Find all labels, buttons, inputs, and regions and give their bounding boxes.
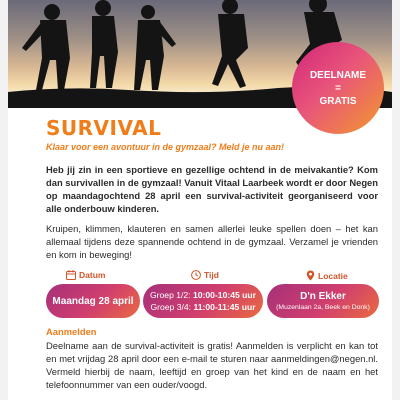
location-address: (Muzenlaan 2a, Beek en Donk) <box>276 303 370 311</box>
location-heading <box>306 270 348 281</box>
registration-heading: Aanmelden <box>46 326 97 337</box>
map-pin-icon <box>306 270 315 281</box>
free-participation-badge <box>292 42 384 134</box>
time-row-group: Groep 3/4: <box>150 302 194 312</box>
badge-line-2: = <box>335 82 341 94</box>
time-row-time: 10:00-10:45 uur <box>192 290 257 300</box>
time-label: Tijd <box>204 270 219 280</box>
date-value: Maandag 28 april <box>52 295 134 307</box>
date-pill <box>46 284 140 318</box>
date-heading <box>66 270 105 280</box>
location-pill <box>267 284 379 318</box>
clock-icon <box>191 270 201 280</box>
body-paragraph: Kruipen, klimmen, klauteren en samen allerlei leuke spellen doen – het kan allemaal tijdens deze spannende ochtend in de gymzaal. Verzamel je vrienden en kom in beweging! <box>46 223 378 260</box>
time-row-group: Groep 1/2: <box>149 290 193 300</box>
time-row-group-1-2 <box>150 289 256 301</box>
location-label: Locatie <box>318 270 348 281</box>
time-heading <box>191 270 219 280</box>
time-row-group-3-4 <box>150 301 255 313</box>
date-label: Datum <box>79 270 106 280</box>
time-row-time: 11:00-11:45 uur <box>193 302 256 312</box>
time-pill <box>143 284 263 318</box>
registration-paragraph: Deelname aan de survival-activiteit is gratis! Aanmelden is verplicht en kan tot en met vrijdag 28 april door een e-mail te sturen naar aanmeldingen@negen.nl. Vermeld hierbij de naam, leeftijd en groep van het kind en de naam en het telefoonnummer van een ouder/voogd. <box>46 340 378 390</box>
intro-paragraph: Heb jij zin in een sportieve en gezellige ochtend in de meivakantie? Kom dan survivallen in de gymzaal! Vanuit Vitaal Laarbeek wordt er door Negen op maandagochtend 28 april een survival-activiteit georganiseerd voor alle onderbouw kinderen. <box>46 164 378 214</box>
badge-line-1: DEELNAME <box>309 69 367 81</box>
page-title: SURVIVAL <box>46 116 162 140</box>
badge-line-3: GRATIS <box>319 95 357 107</box>
location-name: D'n Ekker <box>300 290 346 302</box>
calendar-icon <box>66 270 76 280</box>
flyer <box>8 0 392 400</box>
subtitle: Klaar voor een avontuur in de gymzaal? Meld je nu aan! <box>46 142 285 152</box>
